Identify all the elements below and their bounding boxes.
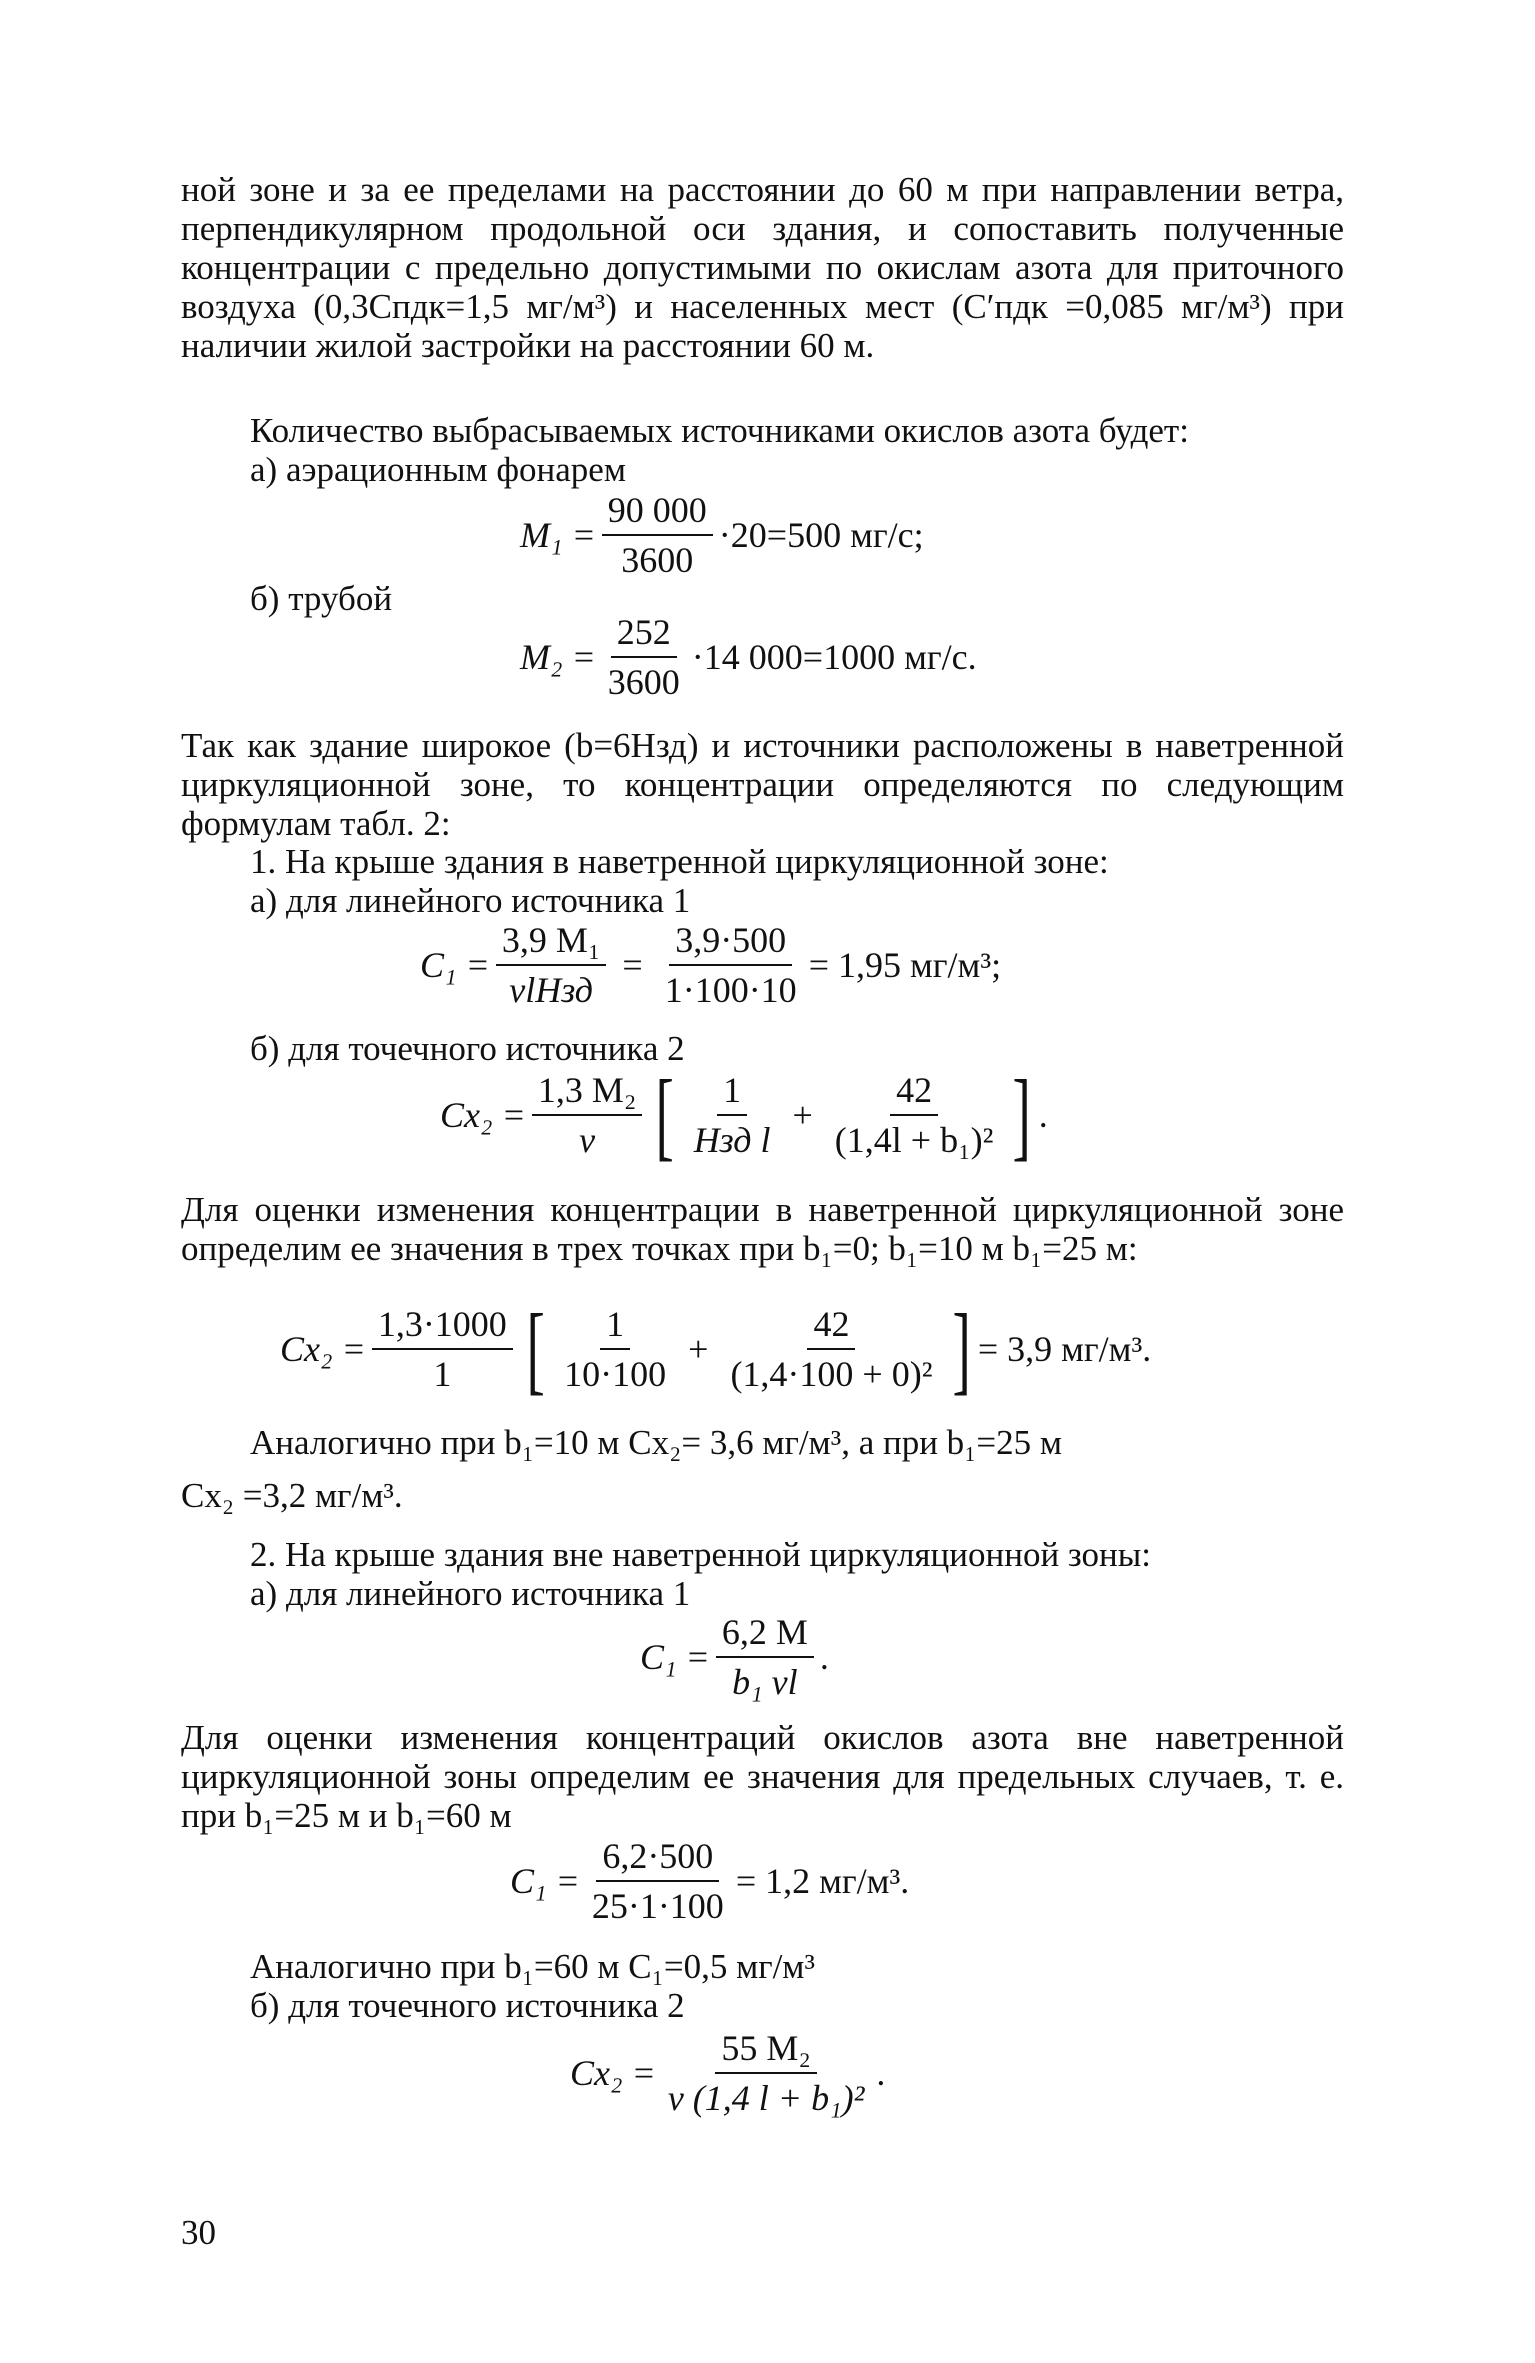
item-a-linear-2: а) для линейного источника 1 — [250, 1574, 691, 1613]
equation-c1-outside: C₁ = $\frac{6,2 M}{\text{b₁ vl}}$ . — [640, 1612, 829, 1702]
equation-cx-outside: Cx₂ = $\frac{\text{55 M₂}}{\text{v (1,4 l + b₁)²}}$ . — [570, 2028, 886, 2118]
section-2-heading: 2. На крыше здания вне наветренной циркуляционной зоны: — [250, 1535, 1152, 1574]
equation-cx-calc: Cx₂ = $\frac{1,3\cdot 1000}{1}$ [ $\frac{1}{10\cdot 100}$ + $\frac{42}{\text{(1,4·100 + 0)²}}$ ] = 3,9 мг/м³. — [280, 1293, 1152, 1404]
paragraph-wide-building: Так как здание широкое (b=6Hзд) и источники расположены в наветренной циркуляционной зоне, то концентрации определяются по следующим формулам табл. 2: — [181, 726, 1344, 843]
similarly-line-1: Аналогично при b₁=10 м Cx₂= 3,6 мг/м³, а при b₁=25 м — [250, 1423, 1063, 1462]
section-1-heading: 1. На крыше здания в наветренной циркуляционной зоне: — [250, 842, 1109, 881]
item-a-linear-1: а) для линейного источника 1 — [250, 881, 691, 920]
equation-m2: M₂ = $\frac{252}{3600}$ ·14 000=1000 мг/с. — [520, 612, 977, 702]
paragraph-outside-zone: Для оценки изменения концентраций окислов азота вне наветренной циркуляционной зоны определим ее значения для предельных случаев, т. е. при b₁=25 м и b₁=60 м — [181, 1718, 1344, 1835]
item-a-lantern: а) аэрационным фонарем — [250, 450, 626, 489]
item-b-pipe: б) трубой — [250, 579, 393, 618]
similarly-outside: Аналогично при b₁=60 м C₁=0,5 мг/м³ — [250, 1947, 815, 1986]
equation-m1: M₁ = $\frac{90 000}{3600}$ ·20=500 мг/с; — [520, 490, 924, 580]
paragraph-intro: ной зоне и за ее пределами на расстоянии до 60 м при направлении ветра, перпендикулярном продольной оси здания, и сопоставить полученные концентрации с предельно допустимыми по окислам азота для приточного воздуха (0,3Cпдк=1,5 мг/м³) и населенных мест (C′пдк =0,085 мг/м³) при наличии жилой застройки на расстоянии 60 м. — [181, 170, 1344, 365]
amount-intro-line: Количество выбрасываемых источниками окислов азота будет: — [250, 411, 1189, 450]
paragraph-three-points: Для оценки изменения концентрации в наветренной циркуляционной зоне определим ее значения в трех точках при b₁=0; b₁=10 м b₁=25 м: — [181, 1190, 1344, 1268]
item-b-point-2: б) для точечного источника 2 — [250, 1986, 685, 2025]
equation-cx-general: Cx₂ = $\frac{\text{1,3 M₂}}{v}$ [ $\frac{1}{\text{Hзд l}}$ + $\frac{42}{\text{(1,4l + b₁)²}}$ ] . — [440, 1059, 1048, 1170]
item-b-point-1: б) для точечного источника 2 — [250, 1029, 685, 1068]
equation-c1: C₁ = $\frac{\text{3,9 M₁}}{\text{vlHзд}}$ = $\frac{3,9\cdot 500}{1\cdot 100\cdot 10}$ = 1,95 мг/м³; — [420, 920, 1002, 1010]
similarly-line-2: Cx₂ =3,2 мг/м³. — [181, 1476, 403, 1515]
equation-c1-calc: C₁ = $\frac{6,2\cdot 500}{25\cdot 1\cdot 100}$ = 1,2 мг/м³. — [510, 1836, 910, 1926]
page-number: 30 — [181, 2213, 216, 2252]
